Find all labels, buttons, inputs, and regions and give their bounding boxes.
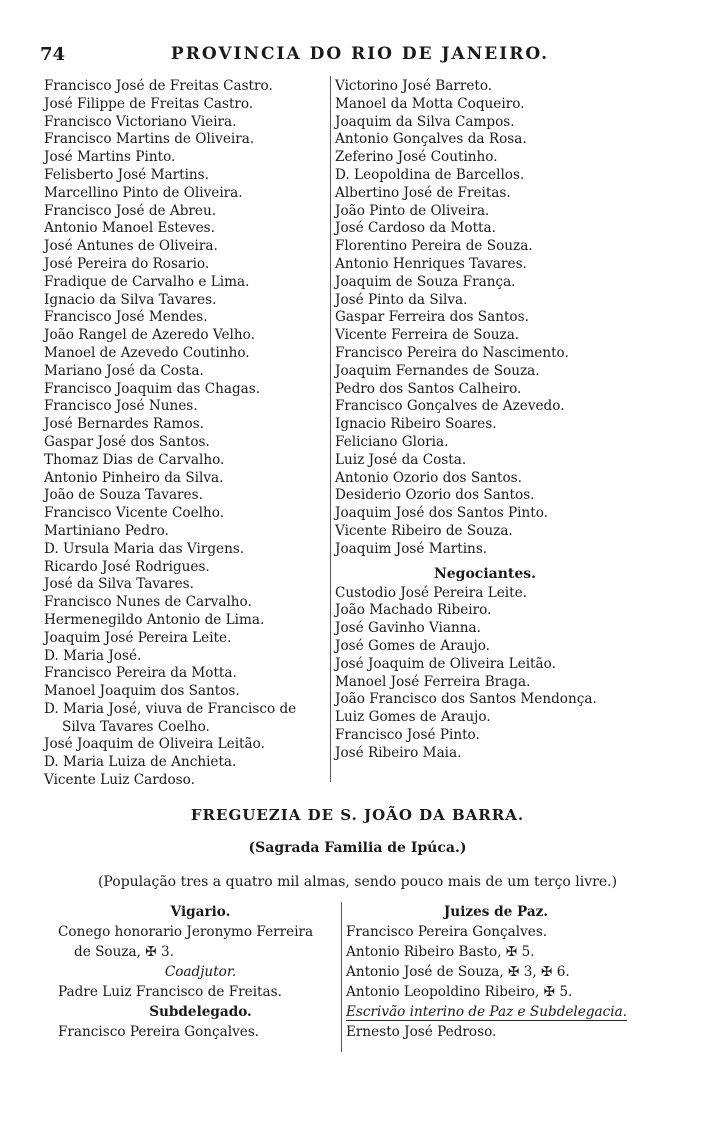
name-line: Ricardo José Rodrigues. [44, 558, 210, 575]
merchant-line: José Gavinho Vianna. [335, 620, 481, 637]
name-line: Gaspar Ferreira dos Santos. [335, 309, 529, 326]
name-line: Francisco José Nunes. [44, 398, 198, 415]
name-line: Francisco Nunes de Carvalho. [44, 594, 252, 611]
name-line: Florentino Pereira de Souza. [335, 238, 533, 255]
name-line-continuation: Silva Tavares Coelho. [62, 718, 210, 735]
merchant-line: José Ribeiro Maia. [335, 744, 462, 761]
name-line: Joaquim de Souza França. [335, 273, 516, 290]
name-line: José da Silva Tavares. [44, 576, 194, 593]
subdelegado-heading: Subdelegado. [149, 1004, 252, 1020]
name-line: Desiderio Ozorio dos Santos. [335, 487, 535, 504]
name-line: Joaquim José dos Santos Pinto. [335, 505, 549, 522]
name-line: Antonio Gonçalves da Rosa. [335, 131, 527, 148]
name-line: João de Souza Tavares. [44, 487, 203, 504]
name-line: José Joaquim de Oliveira Leitão. [44, 736, 265, 753]
escrivao-name: Ernesto José Pedroso. [346, 1024, 497, 1040]
merchant-line: João Machado Ribeiro. [335, 602, 492, 619]
name-line: José Antunes de Oliveira. [44, 238, 218, 255]
coadjutor-name: Padre Luiz Francisco de Freitas. [58, 984, 282, 1000]
name-line: Antonio Pinheiro da Silva. [44, 469, 224, 486]
name-line: Gaspar José dos Santos. [44, 433, 210, 450]
name-line: D. Maria Luiza de Anchieta. [44, 754, 237, 771]
parish-title: FREGUEZIA DE S. JOÃO DA BARRA. [190, 806, 525, 824]
name-line: Francisco Joaquim das Chagas. [44, 380, 261, 397]
name-line: João Pinto de Oliveira. [335, 202, 490, 219]
juiz-line: Antonio Leopoldino Ribeiro, ✠ 5. [346, 984, 573, 1000]
name-line: José Cardoso da Motta. [335, 220, 496, 237]
name-line: José Pereira do Rosario. [44, 255, 210, 272]
name-line: Antonio Ozorio dos Santos. [335, 469, 522, 486]
merchant-line: Francisco José Pinto. [335, 726, 480, 743]
negociantes-heading: Negociantes. [433, 565, 537, 582]
name-line: Francisco José de Abreu. [44, 202, 217, 219]
juiz-line: Francisco Pereira Gonçalves. [346, 924, 548, 940]
name-line: Mariano José da Costa. [44, 362, 204, 379]
name-line: João Rangel de Azeredo Velho. [44, 327, 255, 344]
vigario-name-continuation: de Souza, ✠ 3. [74, 944, 174, 960]
merchant-line: João Francisco dos Santos Mendonça. [335, 691, 597, 708]
name-line: Marcellino Pinto de Oliveira. [44, 184, 243, 201]
merchant-line: José Joaquim de Oliveira Leitão. [335, 655, 556, 672]
name-line: José Bernardes Ramos. [44, 416, 204, 433]
right-name-column [335, 78, 635, 762]
vigario-heading: Vigario. [170, 904, 231, 920]
name-line: Francisco Gonçalves de Azevedo. [335, 398, 565, 415]
clergy-column [58, 902, 343, 1042]
name-line: Joaquim da Silva Campos. [335, 113, 515, 130]
name-line: Francisco José Mendes. [44, 309, 208, 326]
escrivao-heading [346, 1002, 646, 1022]
name-line: Francisco José de Freitas Castro. [44, 78, 273, 94]
name-line: Manoel de Azevedo Coutinho. [44, 344, 250, 361]
name-line: Vicente Ferreira de Souza. [335, 327, 520, 344]
name-line: Martiniano Pedro. [44, 522, 169, 539]
juiz-line: Antonio Ribeiro Basto, ✠ 5. [346, 944, 535, 960]
name-line: Ignacio Ribeiro Soares. [335, 416, 497, 433]
name-line: Antonio Manoel Esteves. [44, 220, 215, 237]
juizes-heading: Juizes de Paz. [443, 904, 549, 920]
coadjutor-heading: Coadjutor. [164, 964, 237, 980]
name-line: Francisco Martins de Oliveira. [44, 131, 255, 148]
name-line: Hermenegildo Antonio de Lima. [44, 611, 265, 628]
name-line: Thomaz Dias de Carvalho. [44, 451, 225, 468]
name-line: D. Ursula Maria das Virgens. [44, 540, 245, 557]
running-title: PROVINCIA DO RIO DE JANEIRO. [170, 44, 550, 64]
parish-subtitle: (Sagrada Familia de Ipúca.) [248, 840, 467, 856]
name-line: D. Maria José. [44, 647, 142, 664]
name-line: Feliciano Gloria. [335, 433, 449, 450]
page-number: 74 [40, 44, 66, 65]
juiz-line: Antonio José de Souza, ✠ 3, ✠ 6. [346, 964, 570, 980]
name-line: Vicente Luiz Cardoso. [44, 772, 195, 789]
population-note: (População tres a quatro mil almas, sendo pouco mais de um terço livre.) [97, 874, 618, 890]
name-line: Manoel da Motta Coqueiro. [335, 95, 525, 112]
name-line: Felisberto José Martins. [44, 166, 209, 183]
name-line: Ignacio da Silva Tavares. [44, 291, 217, 308]
name-line: Joaquim José Martins. [335, 540, 488, 557]
name-line: Joaquim Fernandes de Souza. [335, 362, 540, 379]
merchant-line: José Gomes de Araujo. [335, 637, 490, 654]
escrivao-heading-text: Escrivão interino de Paz e Subdelegacia. [346, 1004, 628, 1020]
name-line: Joaquim José Pereira Leite. [44, 629, 232, 646]
merchant-line: Luiz Gomes de Araujo. [335, 709, 491, 726]
merchant-line: Manoel José Ferreira Braga. [335, 673, 531, 690]
name-line: José Pinto da Silva. [335, 291, 468, 308]
subdelegado-name: Francisco Pereira Gonçalves. [58, 1024, 260, 1040]
name-line: Francisco Vicente Coelho. [44, 505, 225, 522]
name-line: Francisco Victoriano Vieira. [44, 113, 237, 130]
name-line: D. Maria José, viuva de Francisco de [44, 700, 297, 717]
name-line: Victorino José Barreto. [335, 78, 493, 94]
name-line: Manoel Joaquim dos Santos. [44, 683, 240, 700]
name-line: Pedro dos Santos Calheiro. [335, 380, 522, 397]
name-line: Albertino José de Freitas. [335, 184, 511, 201]
name-line: Francisco Pereira do Nascimento. [335, 344, 569, 361]
page-header [40, 44, 680, 66]
name-line: José Filippe de Freitas Castro. [44, 95, 254, 112]
justices-column [346, 902, 646, 1042]
name-line: Francisco Pereira da Motta. [44, 665, 237, 682]
name-line: Vicente Ribeiro de Souza. [335, 522, 513, 539]
name-line: José Martins Pinto. [44, 149, 176, 166]
name-line: Antonio Henriques Tavares. [335, 255, 527, 272]
name-line: Luiz José da Costa. [335, 451, 467, 468]
merchant-line: Custodio José Pereira Leite. [335, 584, 527, 601]
name-line: Zeferino José Coutinho. [335, 149, 498, 166]
vigario-name: Conego honorario Jeronymo Ferreira [58, 924, 314, 940]
name-line: Fradique de Carvalho e Lima. [44, 273, 250, 290]
left-name-column [44, 78, 339, 790]
name-line: D. Leopoldina de Barcellos. [335, 166, 525, 183]
